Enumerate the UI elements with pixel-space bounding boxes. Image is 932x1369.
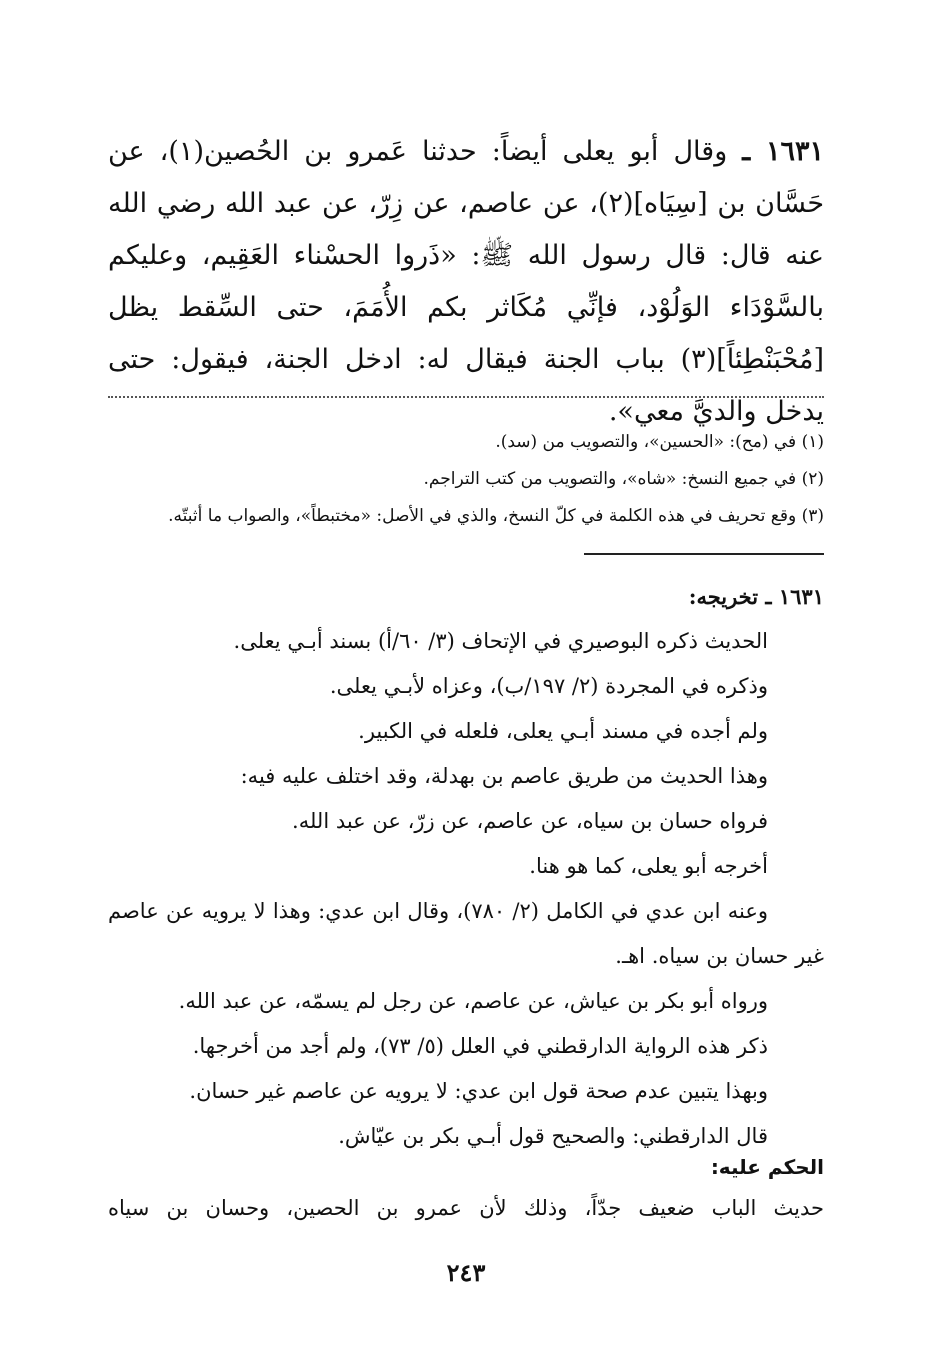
takhrij-ibn-adi: وعنه ابن عدي في الكامل (٢/ ٧٨٠)، وقال ابن عدي: وهذا لا يرويه عن عاصم غير حسان بن سياه. اهـ. [108,899,824,968]
hukm-heading: الحكم عليه: [710,1155,824,1179]
takhrij-line: أخرجه أبو يعلى، كما هو هنا. [529,854,768,878]
hadith-number: ١٦٣١ ـ [742,136,824,167]
takhrij-line: وهذا الحديث من طريق عاصم بن بهدلة، وقد اختلف عليه فيه: [240,764,768,788]
footnotes [108,424,824,535]
takhrij-line: وبهذا يتبين عدم صحة قول ابن عدي: لا يرويه عن عاصم غير حسان. [189,1079,768,1103]
footnote-2: (٢) في جميع النسخ: «شاه»، والتصويب من كتب التراجم. [423,469,824,489]
takhrij-heading: ١٦٣١ ـ تخريجه: [688,584,824,609]
hadith-text: وقال أبو يعلى أيضاً: حدثنا عَمرو بن الحُصين(١)، عن حَسَّان بن [سِيَاه](٢)، عن عاصم، عن زِرّ، عن عبد الله رضي الله عنه قال: قال رسول الله ﷺ: «ذَروا الحسْناء العَقِيم، وعليكم بالسَّوْدَاء الوَلُوْد، فإنِّي مُكَاثر بكم الأُمَمَ، حتى السِّقط يظل [مُحْبَنْطِئاً](٣) بباب الجنة فيقال له: ادخل الجنة، فيقول: حتى يدخل والديَّ معي». [108,136,825,427]
takhrij-section [108,574,824,1159]
takhrij-line: فرواه حسان بن سياه، عن عاصم، عن زرّ، عن عبد الله. [292,809,768,833]
hadith-paragraph [108,126,824,438]
section-divider [584,553,824,555]
takhrij-line: ولم أجده في مسند أبـي يعلى، فلعله في الكبير. [358,719,768,743]
takhrij-line: ذكر هذه الرواية الدارقطني في العلل (٥/ ٧٣)، ولم أجد من أخرجها. [192,1034,768,1058]
footnote-separator [108,396,824,398]
page-number: ٢٤٣ [446,1258,486,1287]
footnote-3: (٣) وقع تحريف في هذه الكلمة في كلّ النسخ، والذي في الأصل: «مختبطاً»، والصواب ما أثبتّه. [168,506,824,526]
takhrij-line: وذكره في المجردة (٢/ ١٩٧/ب)، وعزاه لأبـي يعلى. [329,674,768,698]
footnote-1: (١) في (مح): «الحسين»، والتصويب من (سد). [495,432,824,452]
takhrij-line: قال الدارقطني: والصحيح قول أبـي بكر بن عيّاش. [338,1124,768,1148]
takhrij-line: ورواه أبو بكر بن عياش، عن عاصم، عن رجل لم يسمّه، عن عبد الله. [178,989,768,1013]
takhrij-line: الحديث ذكره البوصيري في الإتحاف (٣/ ٦٠/أ) بسند أبـي يعلى. [233,629,768,653]
hukm-text: حديث الباب ضعيف جدّاً، وذلك لأن عمرو بن الحصين، وحسان بن سياه [108,1196,824,1220]
